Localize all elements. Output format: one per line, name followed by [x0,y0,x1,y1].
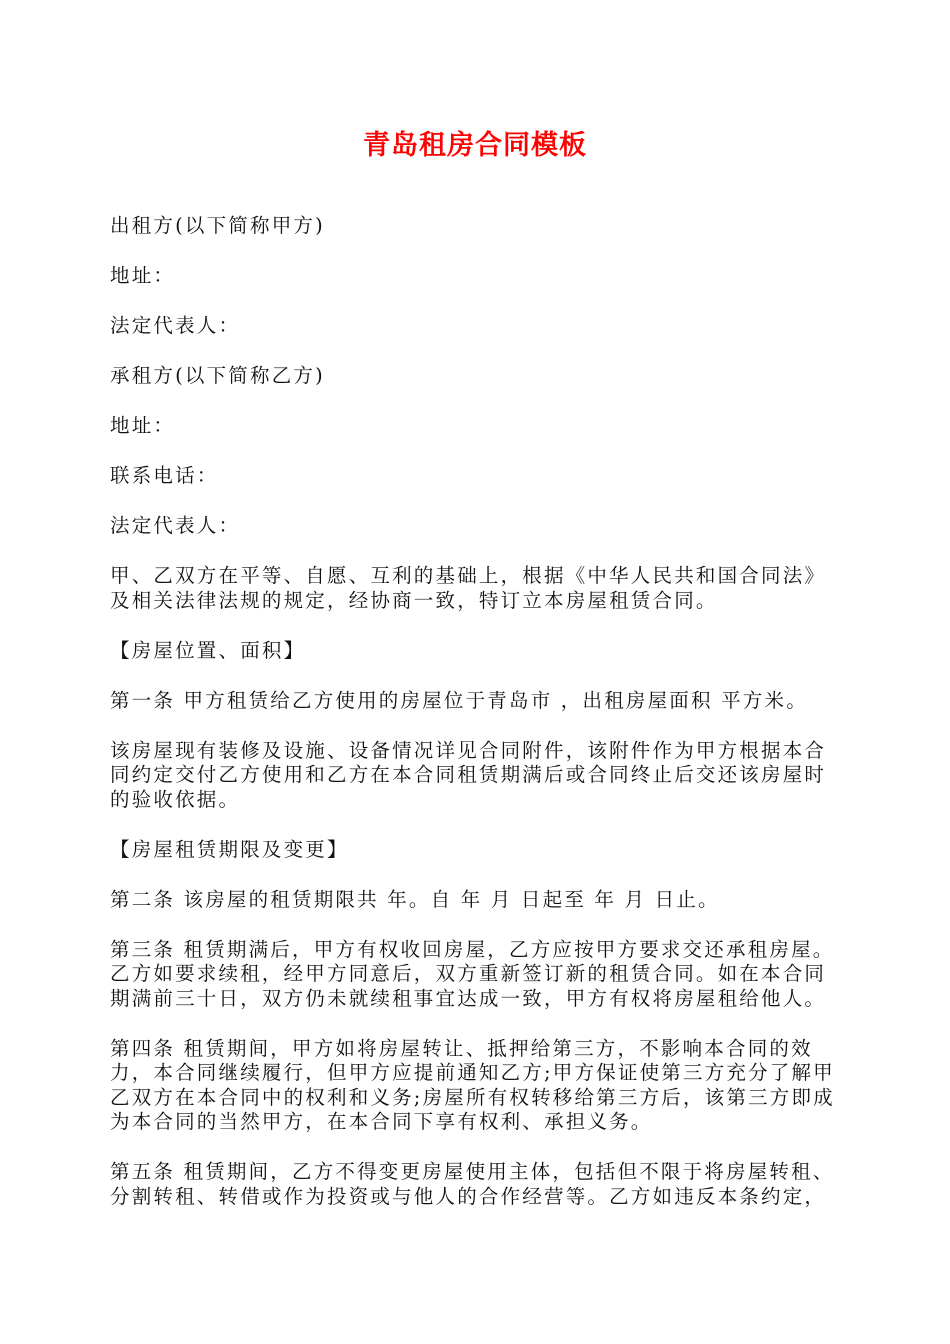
paragraph-lessee-phone: 联系电话： [110,464,219,487]
document-body [110,214,842,1235]
section-heading-term-changes: 【房屋租赁期限及变更】 [110,837,349,861]
article-4: 第四条 租赁期间，甲方如将房屋转让、抵押给第三方，不影响本合同的效力，本合同继续履行，但甲方应提前通知乙方;甲方保证使第三方充分了解甲乙双方在本合同中的权利和义务;房屋所有权转移给第三方后，该第三方即成为本合同的当然甲方，在本合同下享有权利、承担义务。 [110,1036,835,1133]
article-2: 第二条 该房屋的租赁期限共 年。自 年 月 日起至 年 月 日止。 [110,887,720,911]
paragraph-lessee-representative: 法定代表人： [110,514,241,537]
article-1: 第一条 甲方租赁给乙方使用的房屋位于青岛市 ，出租房屋面积 平方米。 [110,688,808,712]
paragraph-fixtures: 该房屋现有装修及设施、设备情况详见合同附件，该附件作为甲方根据本合同约定交付乙方使用和乙方在本合同租赁期满后或合同终止后交还该房屋时的验收依据。 [110,738,827,811]
article-3: 第三条 租赁期满后，甲方有权收回房屋，乙方应按甲方要求交还承租房屋。乙方如要求续租，经甲方同意后，双方重新签订新的租赁合同。如在本合同期满前三十日，双方仍未就续租事宜达成一致，甲方有权将房屋租给他人。 [110,937,835,1010]
paragraph-lessee: 承租方(以下简称乙方) [110,364,325,387]
section-heading-location-area: 【房屋位置、面积】 [110,638,306,662]
paragraph-lessee-address: 地址： [110,414,176,437]
document-title: 青岛租房合同模板 [363,130,587,161]
article-5: 第五条 租赁期间，乙方不得变更房屋使用主体，包括但不限于将房屋转租、分割转租、转借或作为投资或与他人的合作经营等。乙方如违反本条约定， [110,1160,835,1208]
paragraph-preamble: 甲、乙双方在平等、自愿、互利的基础上，根据《中华人民共和国合同法》及相关法律法规的规定，经协商一致，特订立本房屋租赁合同。 [110,564,827,612]
paragraph-lessor: 出租方(以下简称甲方) [110,214,325,237]
paragraph-lessor-representative: 法定代表人： [110,314,241,337]
paragraph-lessor-address: 地址： [110,264,176,287]
